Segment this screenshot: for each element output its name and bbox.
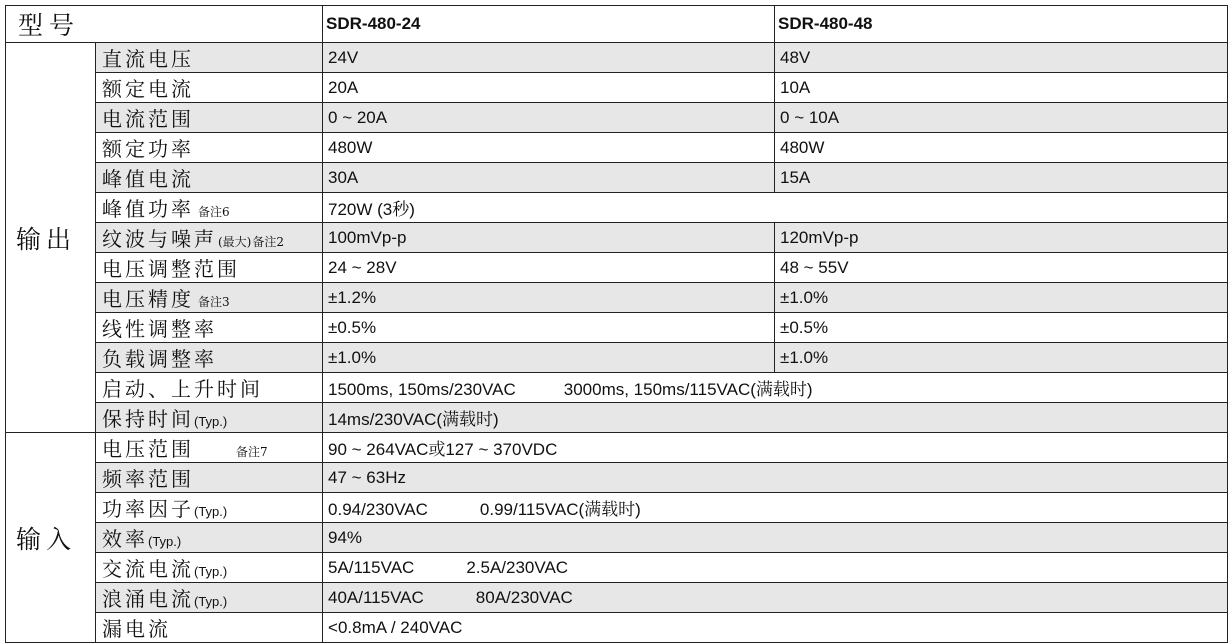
value-shared: 47 ~ 63Hz: [323, 463, 1228, 493]
param-name: [96, 283, 323, 313]
value-part-2: 2.5A/230VAC: [466, 557, 569, 577]
value-a: 20A: [323, 73, 775, 103]
value-b: ±1.0%: [775, 343, 1228, 373]
param-label: 保持时间: [102, 407, 194, 431]
table-row: [6, 553, 1228, 583]
table-row: [6, 403, 1228, 433]
value-a: 480W: [323, 133, 775, 163]
value-part-1: 5A/115VAC: [328, 557, 415, 577]
param-name: 电压调整范围: [96, 253, 323, 283]
param-name: 线性调整率: [96, 313, 323, 343]
value-a: 0 ~ 20A: [323, 103, 775, 133]
table-row: [6, 433, 1228, 463]
value-b: 48V: [775, 43, 1228, 73]
param-label: 纹波与噪声: [102, 227, 217, 251]
param-typ: (Typ.): [194, 594, 228, 609]
param-note: 备注6: [198, 205, 230, 219]
param-label: 交流电流: [102, 557, 194, 581]
table-row: [6, 223, 1228, 253]
value-b: 10A: [775, 73, 1228, 103]
param-label: 功率因子: [102, 497, 194, 521]
param-name: 漏电流: [96, 613, 323, 643]
param-name: [96, 583, 323, 613]
table-row: [6, 193, 1228, 223]
param-name: [96, 193, 323, 223]
value-b: 48 ~ 55V: [775, 253, 1228, 283]
table-row: [6, 163, 1228, 193]
param-name: 直流电压: [96, 43, 323, 73]
value-b: 480W: [775, 133, 1228, 163]
table-row: [6, 463, 1228, 493]
param-name: [96, 433, 323, 463]
param-typ: (Typ.): [148, 534, 182, 549]
param-label: 峰值功率: [102, 197, 194, 221]
value-part-2: 3000ms, 150ms/115VAC(满载时): [563, 380, 813, 399]
value-shared: [323, 493, 1228, 523]
value-shared: [323, 553, 1228, 583]
value-a: ±1.0%: [323, 343, 775, 373]
value-a: 24V: [323, 43, 775, 73]
param-name: [96, 403, 323, 433]
param-label: 效率: [102, 527, 148, 551]
value-b: 15A: [775, 163, 1228, 193]
param-name: 启动、上升时间: [96, 373, 323, 403]
param-note: 备注2: [252, 235, 285, 249]
table-row: [6, 43, 1228, 73]
param-name: [96, 523, 323, 553]
value-a: ±0.5%: [323, 313, 775, 343]
param-name: 额定电流: [96, 73, 323, 103]
value-a: 24 ~ 28V: [323, 253, 775, 283]
param-label: 电压范围: [102, 437, 194, 461]
value-b: 120mVp-p: [775, 223, 1228, 253]
value-a: 30A: [323, 163, 775, 193]
param-name: 峰值电流: [96, 163, 323, 193]
param-name: 电流范围: [96, 103, 323, 133]
param-typ: (Typ.): [194, 414, 228, 429]
table-row: [6, 583, 1228, 613]
value-shared: <0.8mA / 240VAC: [323, 613, 1228, 643]
table-row: [6, 343, 1228, 373]
value-shared: [323, 373, 1228, 403]
param-typ: (Typ.): [194, 504, 228, 519]
param-name: 额定功率: [96, 133, 323, 163]
value-part-2: 80A/230VAC: [475, 587, 573, 607]
table-row: [6, 253, 1228, 283]
value-b: 0 ~ 10A: [775, 103, 1228, 133]
table-row: [6, 313, 1228, 343]
table-row: [6, 493, 1228, 523]
value-part-1: 1500ms, 150ms/230VAC: [328, 380, 516, 399]
param-sub: (最大): [218, 235, 252, 249]
table-row: [6, 373, 1228, 403]
model-a: SDR-480-24: [323, 6, 775, 43]
param-label: 浪涌电流: [102, 587, 194, 611]
param-name: 负载调整率: [96, 343, 323, 373]
value-a: 100mVp-p: [323, 223, 775, 253]
group-output: 输出: [6, 43, 96, 433]
value-a: ±1.2%: [323, 283, 775, 313]
value-part-2: 0.99/115VAC(满载时): [479, 500, 641, 519]
table-row: [6, 103, 1228, 133]
table-row: [6, 523, 1228, 553]
value-shared: 90 ~ 264VAC或127 ~ 370VDC: [323, 433, 1228, 463]
table-row: [6, 133, 1228, 163]
value-shared: [323, 583, 1228, 613]
param-name: [96, 493, 323, 523]
group-input: 输入: [6, 433, 96, 643]
param-name: [96, 553, 323, 583]
value-shared: 94%: [323, 523, 1228, 553]
table-row: [6, 73, 1228, 103]
value-shared: 14ms/230VAC(满载时): [323, 403, 1228, 433]
table-row: [6, 283, 1228, 313]
table-row: [6, 613, 1228, 643]
spec-table: [5, 5, 1228, 643]
param-name: 频率范围: [96, 463, 323, 493]
model-label: 型号: [6, 6, 323, 43]
value-b: ±0.5%: [775, 313, 1228, 343]
param-label: 电压精度: [102, 287, 194, 311]
param-note: 备注7: [236, 445, 268, 459]
value-shared: 720W (3秒): [323, 193, 1228, 223]
param-name: [96, 223, 323, 253]
param-note: 备注3: [198, 295, 230, 309]
model-b: SDR-480-48: [775, 6, 1228, 43]
value-part-1: 40A/115VAC: [328, 587, 424, 607]
value-b: ±1.0%: [775, 283, 1228, 313]
param-typ: (Typ.): [194, 564, 228, 579]
header-row: [6, 6, 1228, 43]
value-part-1: 0.94/230VAC: [328, 500, 428, 519]
